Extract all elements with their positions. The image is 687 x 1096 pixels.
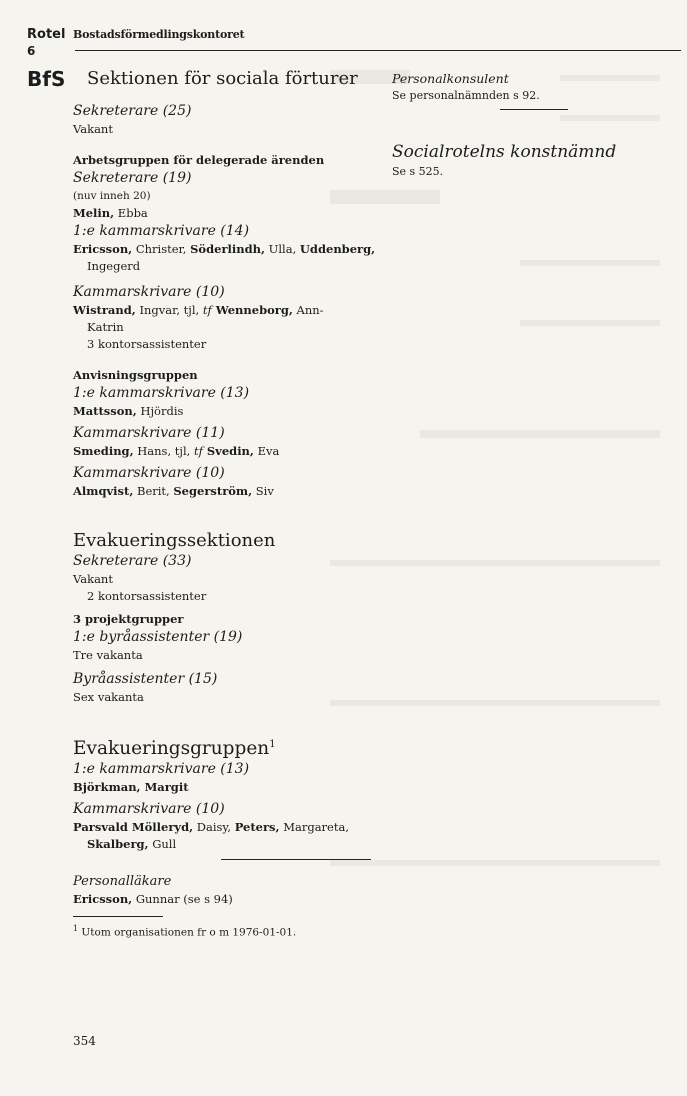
- forsta-byraassistenter-19: 1:e byråassistenter (19): [73, 629, 243, 645]
- kontorsassistenter-3: 3 kontorsassistenter: [87, 337, 207, 351]
- parsvald-entry: Parsvald Mölleryd, Daisy, Peters, Margareta,: [73, 820, 349, 835]
- smeding-entry: Smeding, Hans, tjl, tf Svedin, Eva: [73, 444, 280, 458]
- forsta-kammarskrivare-14: 1:e kammarskrivare (14): [73, 223, 250, 239]
- evakueringssektionen-heading: Evakueringssektionen: [73, 530, 276, 551]
- sekreterare-33: Sekreterare (33): [73, 553, 192, 569]
- kammarskrivare-10: Kammarskrivare (10): [73, 284, 225, 300]
- sekreterare-25: Sekreterare (25): [73, 103, 192, 119]
- melin-entry: Melin, Ebba: [73, 206, 148, 220]
- kammarskrivare-10-evak: Kammarskrivare (10): [73, 801, 225, 818]
- forsta-kammarskrivare-13: 1:e kammarskrivare (13): [73, 385, 250, 401]
- rotel-number: 6: [27, 44, 36, 58]
- wistrand-entry: Wistrand, Ingvar, tjl, tf Wenneborg, Ann-: [73, 303, 324, 317]
- ericsson-entry: Ericsson, Christer, Söderlindh, Ulla, Uddenberg,: [73, 242, 376, 256]
- sex-vakanta: Sex vakanta: [73, 690, 144, 704]
- bfs-code: BfS: [27, 67, 66, 91]
- evakueringsgruppen-heading: Evakueringsgruppen$^1$: [73, 738, 276, 760]
- vakant-text: Vakant: [73, 122, 113, 136]
- personalkonsulent-ref: Se personalnämnden s 92.: [392, 89, 540, 102]
- sekreterare-19: Sekreterare (19): [73, 170, 192, 186]
- rotel-label: Rotel: [27, 27, 66, 42]
- konstnamnd-title: Socialrotelns konstnämnd: [392, 142, 617, 162]
- footnote: $^1$ Utom organisationen fr o m 1976-01-01.: [73, 924, 297, 939]
- anvisning-heading: Anvisningsgruppen: [73, 368, 198, 382]
- inneh-text: (nuv inneh 20): [73, 190, 151, 202]
- forsta-kammarskrivare-13-evak: 1:e kammarskrivare (13): [73, 761, 250, 778]
- ericsson-entry-cont: Ingegerd: [87, 259, 141, 273]
- evak-vakant: Vakant: [73, 572, 113, 586]
- header-rule: [75, 50, 681, 51]
- projektgrupper-heading: 3 projektgrupper: [73, 612, 184, 626]
- office-title: Bostadsförmedlingskontoret: [73, 28, 245, 41]
- kontorsassistenter-2: 2 kontorsassistenter: [87, 589, 207, 603]
- skalberg-entry: Skalberg, Gull: [87, 837, 177, 852]
- left-column: [73, 102, 376, 941]
- byraassistenter-15: Byråassistenter (15): [73, 671, 218, 687]
- footnote-rule: [73, 916, 163, 917]
- personallakare-title: Personalläkare: [73, 874, 172, 890]
- personalkonsulent-title: Personalkonsulent: [392, 71, 509, 86]
- ericsson-gunnar-entry: Ericsson, Gunnar (se s 94): [73, 892, 233, 907]
- kammarskrivare-10-anvisning: Kammarskrivare (10): [73, 465, 225, 481]
- konstnamnd-ref: Se s 525.: [392, 165, 444, 178]
- mattsson-entry: Mattsson, Hjördis: [73, 404, 184, 418]
- right-column: [392, 70, 682, 180]
- bjorkman-entry: Björkman, Margit: [73, 780, 189, 795]
- tre-vakanta: Tre vakanta: [73, 648, 143, 662]
- almqvist-entry: Almqvist, Berit, Segerström, Siv: [73, 484, 274, 498]
- bfs-section-title: Sektionen för sociala förturer: [87, 68, 358, 89]
- page-number: 354: [73, 1034, 96, 1048]
- wenneborg-cont: Katrin: [87, 320, 124, 334]
- delegerade-heading: Arbetsgruppen för delegerade ärenden: [73, 153, 325, 167]
- kammarskrivare-11: Kammarskrivare (11): [73, 425, 225, 441]
